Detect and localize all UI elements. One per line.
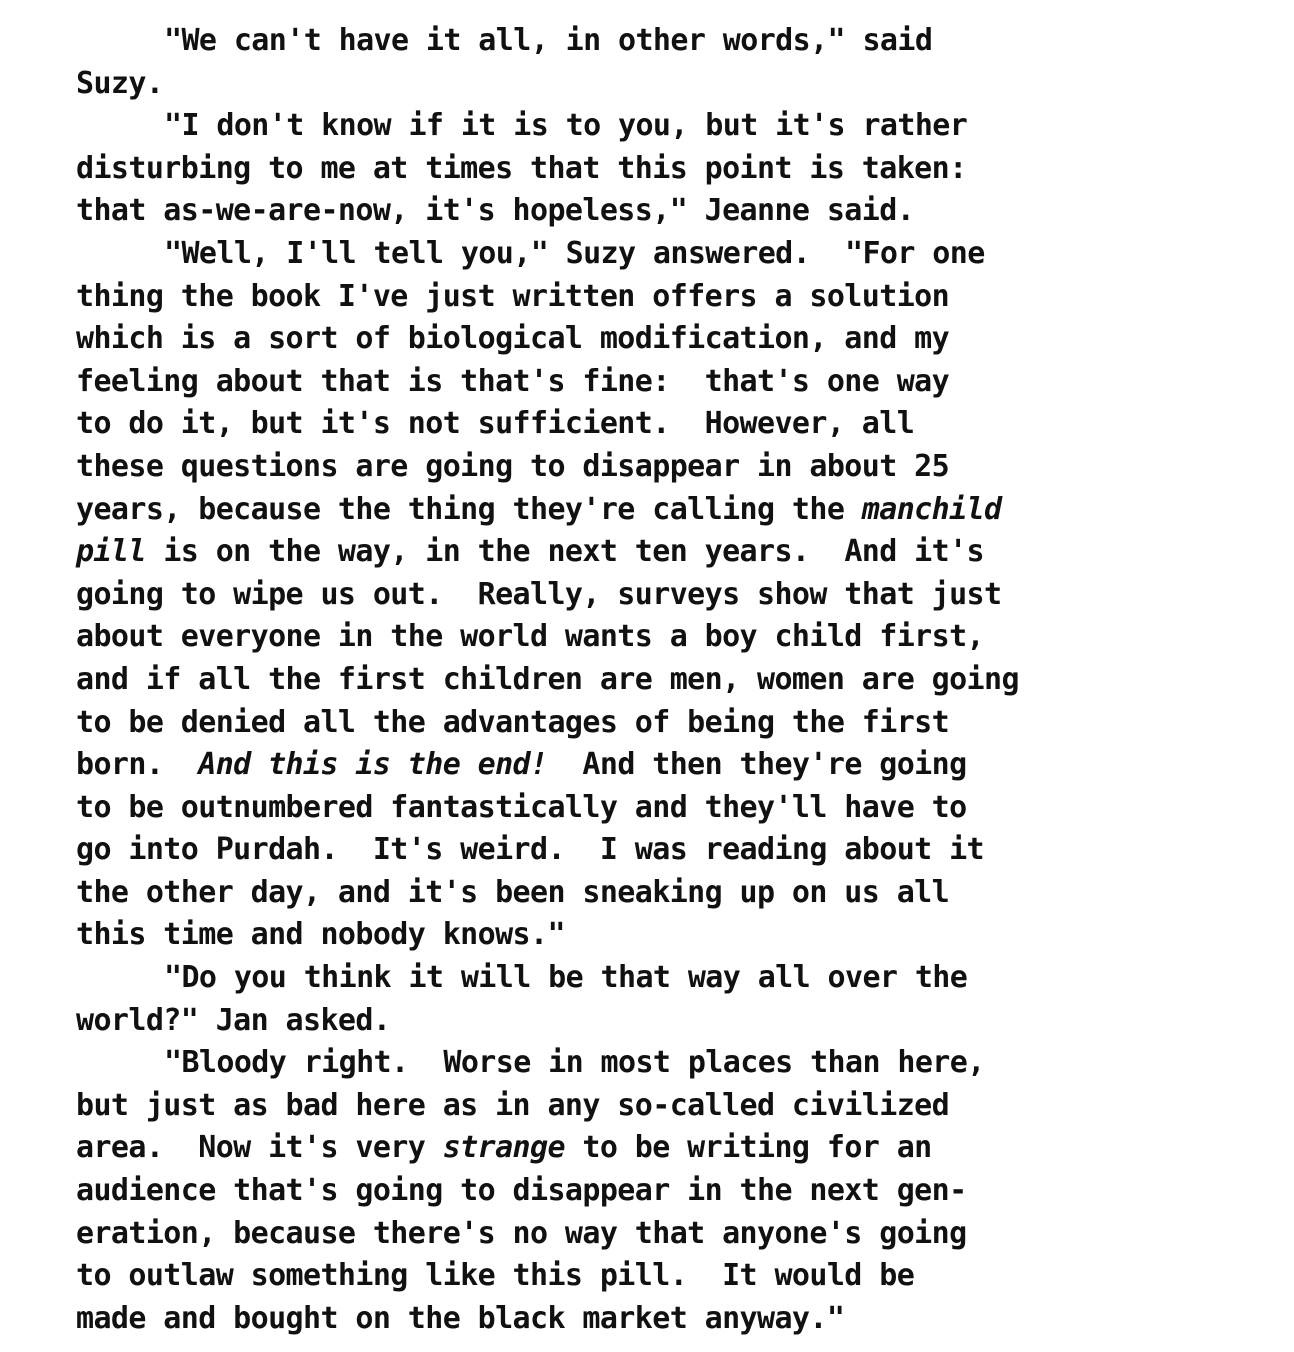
text-line (76, 1000, 1276, 1043)
text-line (76, 574, 1276, 617)
text-run: "Do you think it will be that way all over the (164, 960, 968, 996)
text-line (76, 1298, 1276, 1341)
text-run: And then they're going (547, 747, 967, 783)
text-run: the other day, and it's been sneaking up on us all (76, 874, 950, 910)
text-run: to be writing for an (564, 1130, 932, 1166)
text-line (76, 318, 1276, 361)
text-run: go into Purdah. It's weird. I was reading about it (76, 832, 984, 868)
text-run: made and bought on the black market anyway." (76, 1300, 845, 1336)
text-run: thing the book I've just written offers a solution (76, 278, 950, 314)
text-line (76, 1085, 1276, 1128)
text-line (76, 872, 1276, 915)
text-run: disturbing to me at times that this point is taken: (76, 150, 967, 186)
text-run: this time and nobody knows." (76, 917, 565, 953)
text-run: these questions are going to disappear in about 25 (76, 448, 950, 484)
text-line (76, 276, 1276, 319)
text-run: to be denied all the advantages of being the first (76, 704, 950, 740)
text-line (76, 1127, 1276, 1170)
text-run: "We can't have it all, in other words," said (164, 23, 933, 58)
text-line (76, 148, 1276, 191)
text-run: eration, because there's no way that anyone's going (76, 1215, 967, 1251)
text-run: feeling about that is that's fine: that's one way (76, 363, 950, 399)
text-line (76, 914, 1276, 957)
text-line (76, 1170, 1276, 1213)
text-run: world?" Jan asked. (76, 1002, 391, 1038)
text-line (76, 744, 1276, 787)
text-line (76, 787, 1276, 830)
text-line (76, 659, 1276, 702)
text-run: "Bloody right. Worse in most places than here, (164, 1045, 985, 1081)
text-run: that as-we-are-now, it's hopeless," Jeanne said. (76, 193, 915, 229)
text-line (76, 190, 1276, 233)
text-run: born. (76, 747, 199, 783)
text-line (76, 489, 1276, 532)
text-line (76, 403, 1276, 446)
text-run: but just as bad here as in any so-called civilized (76, 1087, 950, 1123)
text-run: area. Now it's very (76, 1130, 443, 1166)
italic-text: manchild (861, 491, 1002, 527)
text-line (76, 616, 1276, 659)
text-run: to outlaw something like this pill. It would be (76, 1258, 915, 1294)
text-run: "I don't know if it is to you, but it's rather (164, 108, 968, 144)
italic-text: strange (442, 1130, 565, 1166)
text-run: to do it, but it's not sufficient. However, all (76, 406, 915, 442)
text-run: and if all the first children are men, women are going (76, 661, 1019, 697)
text-run: going to wipe us out. Really, surveys show that just (76, 576, 1002, 612)
text-run: which is a sort of biological modification, and my (76, 321, 950, 357)
text-run: about everyone in the world wants a boy child first, (76, 619, 984, 655)
text-run: audience that's going to disappear in the next gen- (76, 1173, 967, 1209)
text-run: Suzy. (76, 65, 164, 101)
text-line (76, 63, 1276, 106)
paragraph-first-line (76, 1042, 1276, 1085)
paragraph-first-line (76, 20, 1276, 63)
text-line (76, 361, 1276, 404)
text-run: years, because the thing they're calling the (76, 491, 862, 527)
paragraph-first-line (76, 957, 1276, 1000)
text-line (76, 702, 1276, 745)
italic-text: pill (76, 534, 146, 570)
paragraph-first-line (76, 105, 1276, 148)
document-page (76, 20, 1276, 1340)
text-line (76, 829, 1276, 872)
text-line (76, 446, 1276, 489)
text-run: is on the way, in the next ten years. And it's (145, 534, 985, 570)
text-line (76, 1255, 1276, 1298)
paragraph-first-line (76, 233, 1276, 276)
italic-text: And this is the end! (198, 747, 548, 783)
text-line (76, 1213, 1276, 1256)
text-run: to be outnumbered fantastically and they'll have to (76, 789, 967, 825)
text-line (76, 531, 1276, 574)
text-run: "Well, I'll tell you," Suzy answered. "For one (164, 235, 985, 271)
